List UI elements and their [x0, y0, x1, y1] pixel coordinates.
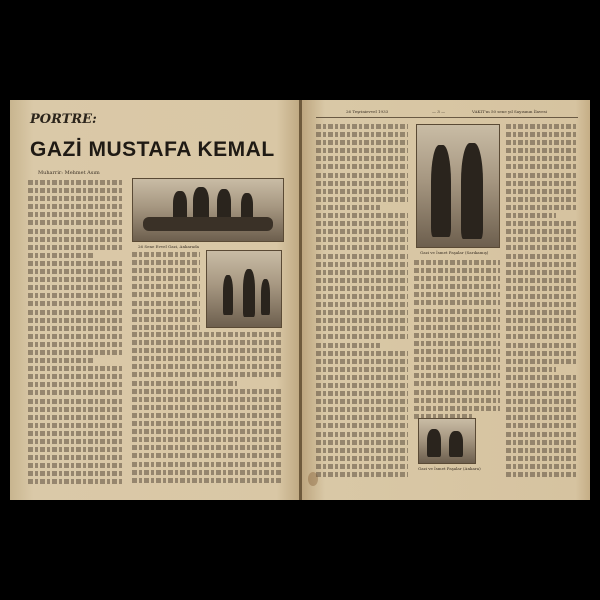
photo-caption: 26 Sene Evvel Gazi, Ankarada — [138, 244, 200, 249]
header-date: 26 Teşrinievvel 1933 — [346, 109, 389, 114]
article-title: GAZİ MUSTAFA KEMAL — [30, 138, 275, 161]
text-column-1 — [28, 180, 123, 488]
text-column-5 — [506, 124, 578, 480]
photo-top-caption: Gazi ve İsmet Paşalar (Sarıkamış) — [420, 250, 489, 255]
left-page — [10, 100, 300, 500]
header-paper-name: VAKIT'ın 50 sene yıl Sayısının İlavesi — [472, 109, 547, 114]
text-column-2-upper — [132, 252, 200, 333]
article-photo-car — [132, 178, 284, 242]
header-rule — [316, 117, 578, 118]
article-photo-seated — [418, 418, 476, 464]
text-column-2-lower — [132, 332, 282, 486]
right-page — [302, 100, 590, 500]
article-photo-standing — [206, 250, 282, 328]
article-photo-two-officers — [416, 124, 500, 248]
section-kicker: PORTRE: — [30, 112, 97, 127]
paper-stain — [308, 472, 318, 486]
text-column-3 — [316, 124, 408, 480]
text-column-4 — [414, 260, 500, 422]
magazine-spread — [10, 100, 590, 500]
photo-bottom-caption: Gazi ve İsmet Paşalar (Ankara) — [418, 466, 481, 471]
header-page-number: — 3 — — [432, 109, 446, 114]
byline: Muharrir: Mehmet Asım — [38, 170, 100, 176]
